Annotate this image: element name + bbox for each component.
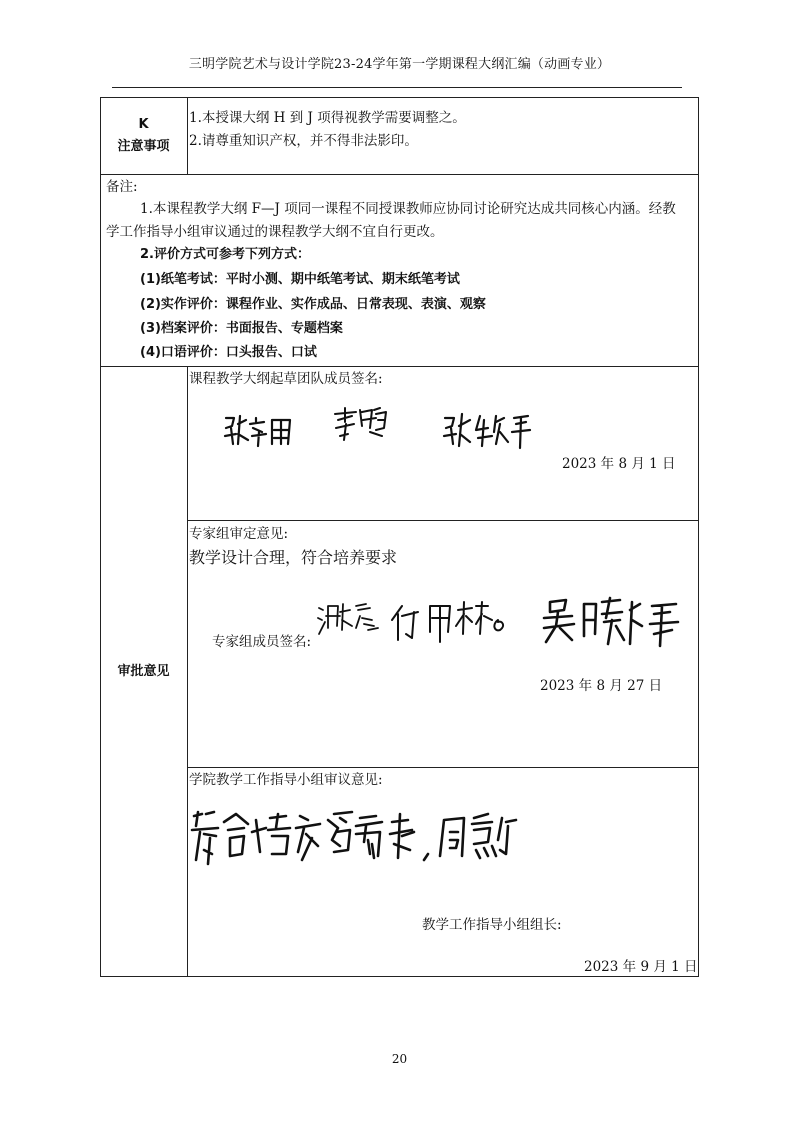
notes-label: 注意事项 (117, 139, 170, 154)
row-divider-drafting (187, 520, 699, 521)
row-divider-remarks (100, 366, 699, 367)
table-border-left (100, 97, 101, 977)
page-number: 20 (391, 1052, 408, 1066)
evaluation-methods-title: 2.评价方式可参考下列方式： (140, 247, 310, 262)
notes-item: 1.本授课大纲 H 到 J 项得视教学需要调整之。 (189, 110, 466, 126)
evaluation-method: (1)纸笔考试：平时小测、期中纸笔考试、期末纸笔考试 (140, 272, 460, 287)
evaluation-method: (2)实作评价：课程作业、实作成品、日常表现、表演、观察 (140, 297, 486, 312)
column-divider-notes (187, 97, 188, 175)
expert-signature-2 (388, 598, 513, 646)
header-rule (112, 87, 682, 88)
expert-group-label: 专家组审定意见: (189, 526, 289, 542)
evaluation-method: (3)档案评价：书面报告、专题档案 (140, 321, 343, 336)
row-divider-expert (187, 767, 699, 768)
remarks-label: 备注: (106, 179, 138, 195)
evaluation-method: (4)口语评价：口头报告、口试 (140, 345, 317, 360)
expert-opinion: 教学设计合理，符合培养要求 (189, 548, 398, 567)
remarks-paragraph-line: 学工作指导小组审议通过的课程教学大纲不宜自行更改。 (106, 224, 444, 240)
column-divider-approval (187, 366, 188, 977)
row-divider-notes (100, 174, 699, 175)
expert-signature-1 (316, 598, 386, 638)
expert-date: 2023 年 8 月 27 日 (540, 678, 663, 694)
remarks-paragraph-line: 1.本课程教学大纲 F—J 项同一课程不同授课教师应协同讨论研究达成共同核心内涵。经教 (140, 201, 676, 217)
drafting-date: 2023 年 8 月 1 日 (562, 456, 676, 472)
document-header: 三明学院艺术与设计学院23-24学年第一学期课程大纲汇编（动画专业） (188, 57, 611, 72)
table-border-right (698, 97, 699, 977)
notes-code: K (138, 117, 149, 132)
table-border-top (100, 97, 699, 98)
college-leader-label: 教学工作指导小组组长: (422, 917, 562, 933)
drafting-signature-3 (440, 410, 532, 450)
drafting-signature-2 (332, 406, 392, 442)
drafting-team-label: 课程教学大纲起草团队成员签名: (189, 371, 383, 387)
expert-members-label: 专家组成员签名: (212, 634, 312, 650)
expert-signature-3 (540, 596, 680, 652)
notes-item: 2.请尊重知识产权，并不得非法影印。 (189, 133, 418, 149)
college-date: 2023 年 9 月 1 日 (584, 959, 698, 975)
handwritten-opinion (188, 810, 518, 870)
college-group-label: 学院教学工作指导小组审议意见: (189, 772, 383, 788)
drafting-signature-1 (222, 410, 302, 450)
approval-label: 审批意见 (117, 664, 170, 679)
